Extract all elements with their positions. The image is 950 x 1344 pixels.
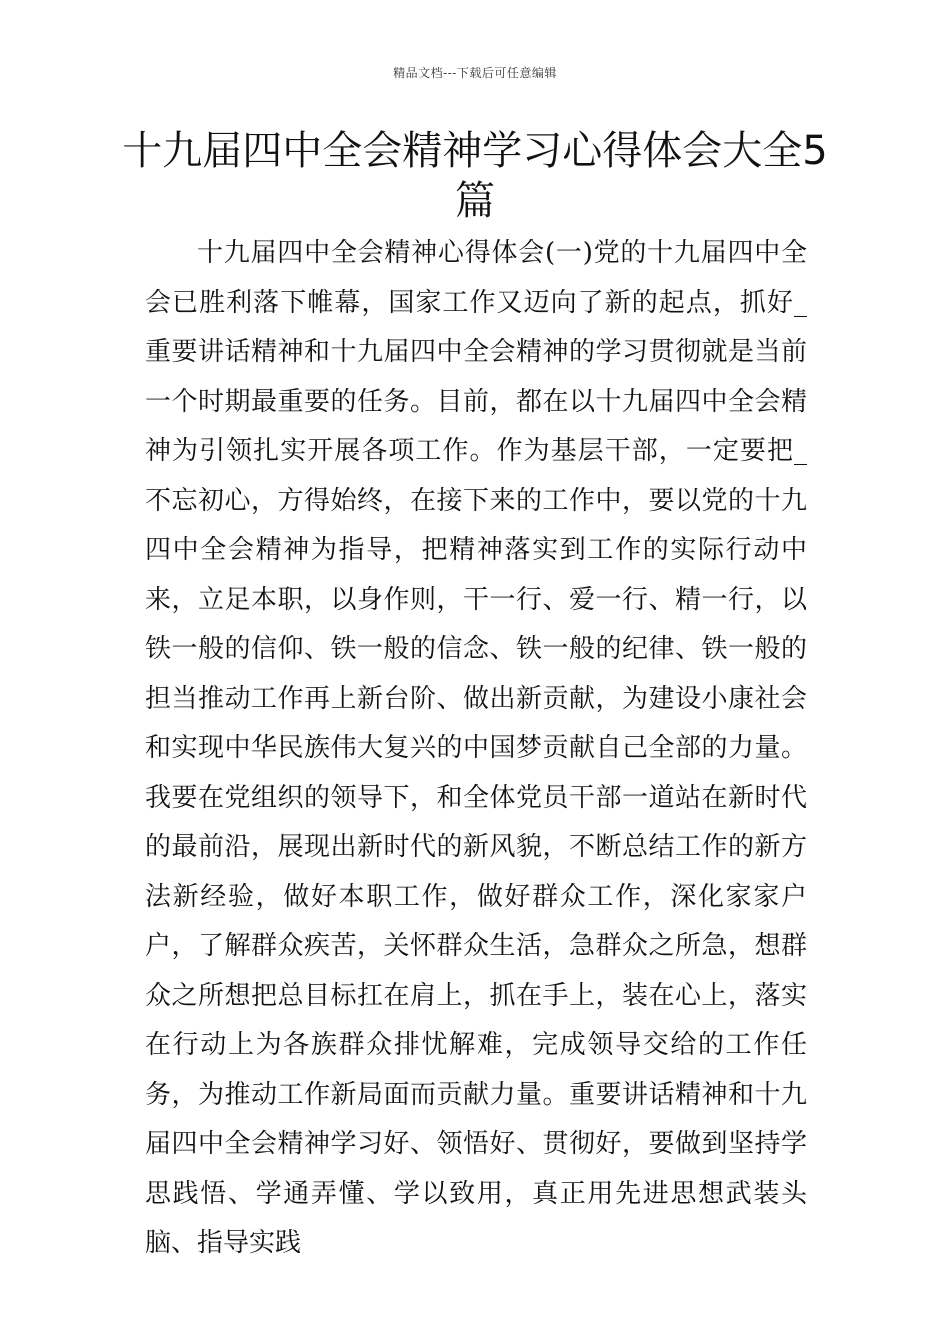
document-body-paragraph: 十九届四中全会精神心得体会(一)党的十九届四中全会已胜利落下帷幕，国家工作又迈向了新的起点，抓好_重要讲话精神和十九届四中全会精神的学习贯彻就是当前一个时期最重要的任务。目前，都在以十九届四中全会精神为引领扎实开展各项工作。作为基层干部，一定要把_不忘初心，方得始终，在接下来的工作中，要以党的十九四中全会精神为指导，把精神落实到工作的实际行动中来，立足本职，以身作则，干一行、爱一行、精一行，以铁一般的信仰、铁一般的信念、铁一般的纪律、铁一般的担当推动工作再上新台阶、做出新贡献，为建设小康社会和实现中华民族伟大复兴的中国梦贡献自己全部的力量。我要在党组织的领导下，和全体党员干部一道站在新时代的最前沿，展现出新时代的新风貌，不断总结工作的新方法新经验，做好本职工作，做好群众工作，深化家家户户，了解群众疾苦，关怀群众生活，急群众之所急，想群众之所想把总目标扛在肩上，抓在手上，装在心上，落实在行动上为各族群众排忧解难，完成领导交给的工作任务，为推动工作新局面而贡献力量。重要讲话精神和十九届四中全会精神学习好、领悟好、贯彻好，要做到坚持学思践悟、学通弄懂、学以致用，真正用先进思想武装头脑、指导实践 — [145, 238, 807, 1258]
header-note: 精品文档---下载后可任意编辑 — [393, 66, 557, 80]
document-title: 十九届四中全会精神学习心得体会大全5篇 — [122, 128, 828, 224]
